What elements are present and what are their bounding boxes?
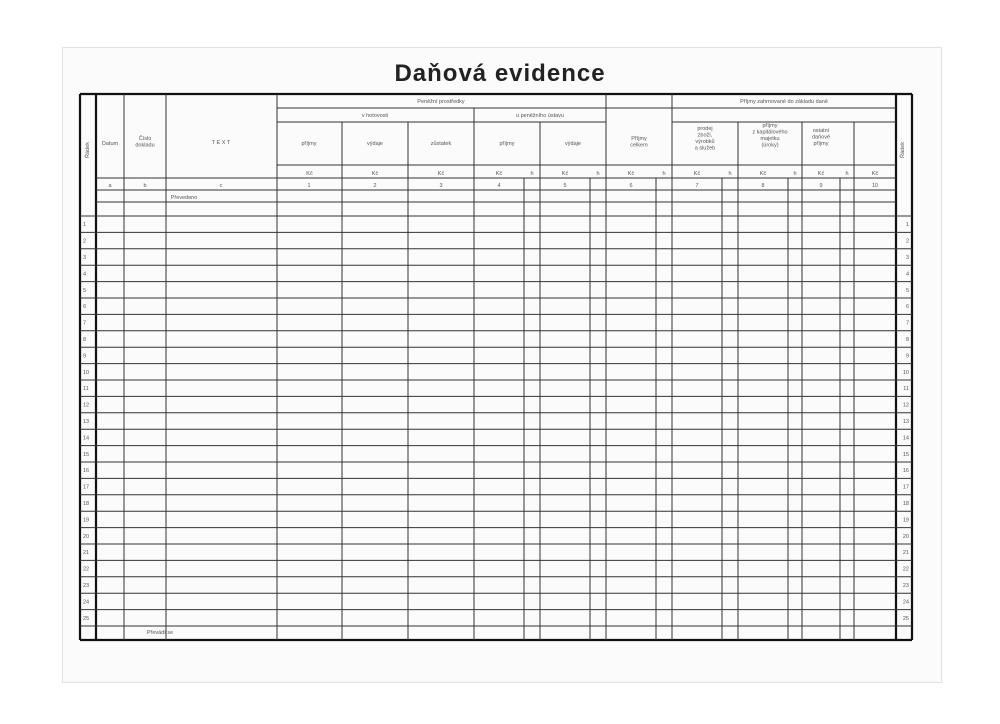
row-number-right-16: 16: [902, 468, 909, 475]
page-title: Daňová evidence: [394, 60, 606, 87]
col-letter-b: b: [143, 183, 147, 189]
header-hotovost-prijmy: příjmy: [301, 141, 317, 147]
row-number-right-10: 10: [902, 369, 909, 376]
header-kapitalovy-majetek-line-1: příjmy: [762, 123, 778, 129]
h-label-5: h: [793, 171, 797, 177]
prevedeno-label: Převedeno: [170, 195, 198, 201]
row-number-left-1: 1: [83, 222, 87, 229]
row-number-left-17: 17: [83, 484, 90, 491]
row-number-right-20: 20: [902, 533, 909, 540]
col-number-8: 8: [761, 183, 765, 189]
h-label-2: h: [596, 171, 600, 177]
col-letter-c: c: [219, 183, 223, 189]
header-hotovost-zustatek: zůstatek: [430, 141, 452, 147]
header-kapitalovy-majetek-line-3: majetku: [760, 136, 780, 142]
row-number-right-22: 22: [902, 566, 909, 573]
prevadi-se-label: Převádí se: [146, 630, 174, 636]
row-number-right-6: 6: [905, 304, 909, 311]
row-number-left-14: 14: [83, 435, 90, 442]
col-number-10: 10: [871, 183, 879, 189]
header-prijmy-celkem-line-1: Příjmy: [631, 136, 647, 142]
h-label-6: h: [845, 171, 849, 177]
h-label-4: h: [728, 171, 732, 177]
row-number-right-23: 23: [902, 583, 909, 589]
row-number-left-7: 7: [83, 320, 87, 327]
kc-label-1: Kč: [306, 171, 313, 177]
header-prodej-line-1: prodej: [697, 126, 713, 132]
col-number-5: 5: [563, 183, 567, 189]
header-radek-left: Řádek: [85, 142, 91, 158]
row-number-left-16: 16: [83, 468, 90, 475]
row-number-right-21: 21: [902, 550, 909, 557]
header-prijmy-zdanovane: Příjmy zahrnované do základu daně: [740, 99, 828, 105]
header-kapitalovy-majetek-line-4: (úroky): [761, 142, 779, 149]
row-number-right-8: 8: [905, 337, 909, 343]
header-ucet-vydaje: výdaje: [565, 141, 581, 147]
kc-label-8: Kč: [759, 171, 767, 177]
header-ucet-prijmy: příjmy: [499, 141, 515, 147]
h-label-3: h: [662, 171, 666, 177]
header-text: T E X T: [211, 140, 231, 146]
kc-label-2: Kč: [371, 171, 379, 177]
header-cislo-dokladu-line-2: dokladu: [135, 142, 155, 149]
header-prijmy-celkem-line-2: celkem: [630, 142, 648, 149]
row-number-right-18: 18: [902, 501, 909, 507]
kc-label-3: Kč: [437, 171, 445, 177]
header-datum: Datum: [101, 141, 119, 147]
col-number-2: 2: [373, 183, 377, 189]
row-number-left-5: 5: [83, 287, 87, 294]
row-number-right-17: 17: [902, 484, 909, 491]
header-prodej-line-3: výrobků: [695, 139, 715, 145]
kc-label-6: Kč: [627, 171, 635, 177]
row-number-right-14: 14: [902, 435, 909, 442]
row-number-left-19: 19: [83, 517, 90, 524]
row-number-right-25: 25: [902, 615, 909, 622]
col-number-7: 7: [695, 183, 699, 189]
header-hotovost-vydaje: výdaje: [367, 141, 383, 147]
row-number-left-6: 6: [83, 304, 87, 311]
kc-label-5: Kč: [561, 171, 569, 177]
header-v-hotovosti: v hotovosti: [361, 113, 389, 119]
kc-label-10: Kč: [871, 171, 879, 177]
row-number-left-15: 15: [83, 451, 90, 458]
row-number-left-21: 21: [83, 550, 90, 557]
row-number-left-4: 4: [83, 271, 87, 278]
row-number-left-22: 22: [83, 566, 90, 573]
header-cislo-dokladu-line-1: Číslo: [138, 136, 152, 142]
header-penezni-prostredky: Peněžní prostředky: [417, 99, 465, 105]
row-number-right-9: 9: [905, 353, 909, 360]
row-number-right-13: 13: [902, 419, 909, 425]
header-radek-right: Řádek: [900, 142, 906, 158]
row-number-left-18: 18: [83, 501, 90, 507]
row-number-right-11: 11: [903, 386, 909, 393]
row-number-left-13: 13: [83, 419, 90, 425]
row-number-left-20: 20: [83, 533, 90, 540]
row-number-right-2: 2: [905, 238, 909, 245]
header-ostatni-prijmy-line-3: příjmy: [813, 141, 829, 147]
kc-label-7: Kč: [693, 171, 701, 177]
col-number-9: 9: [819, 183, 823, 189]
header-prodej-line-4: a služeb: [694, 145, 716, 152]
h-label-1: h: [530, 171, 534, 177]
row-number-left-3: 3: [83, 255, 87, 261]
row-number-right-19: 19: [902, 517, 909, 524]
header-prodej-line-2: zboží,: [697, 132, 713, 139]
row-number-right-7: 7: [905, 320, 909, 327]
row-number-left-23: 23: [83, 583, 90, 589]
row-number-left-10: 10: [83, 369, 90, 376]
row-number-right-12: 12: [902, 402, 909, 409]
row-number-left-9: 9: [83, 353, 87, 360]
header-ostatni-prijmy-line-2: daňové: [811, 134, 831, 141]
row-number-right-15: 15: [902, 451, 909, 458]
row-number-left-12: 12: [83, 402, 90, 409]
row-number-left-24: 24: [83, 599, 90, 606]
row-number-left-2: 2: [83, 238, 87, 245]
kc-label-9: Kč: [817, 171, 825, 177]
row-number-right-5: 5: [905, 287, 909, 294]
kc-label-4: Kč: [495, 171, 503, 177]
row-number-left-25: 25: [83, 615, 90, 622]
row-number-right-3: 3: [905, 255, 909, 261]
row-number-left-11: 11: [83, 386, 89, 393]
header-ostatni-prijmy-line-1: ostatní: [812, 128, 830, 134]
col-letter-a: a: [108, 183, 112, 189]
header-u-penezniho-ustavu: u peněžního ústavu: [515, 113, 565, 119]
row-number-left-8: 8: [83, 337, 87, 343]
row-number-right-1: 1: [905, 222, 909, 229]
col-number-1: 1: [307, 183, 311, 189]
header-kapitalovy-majetek-line-2: z kapitálového: [752, 129, 788, 136]
row-number-right-24: 24: [902, 599, 909, 606]
row-number-right-4: 4: [905, 271, 909, 278]
col-number-4: 4: [497, 183, 501, 189]
col-number-3: 3: [439, 183, 443, 189]
col-number-6: 6: [629, 183, 633, 189]
